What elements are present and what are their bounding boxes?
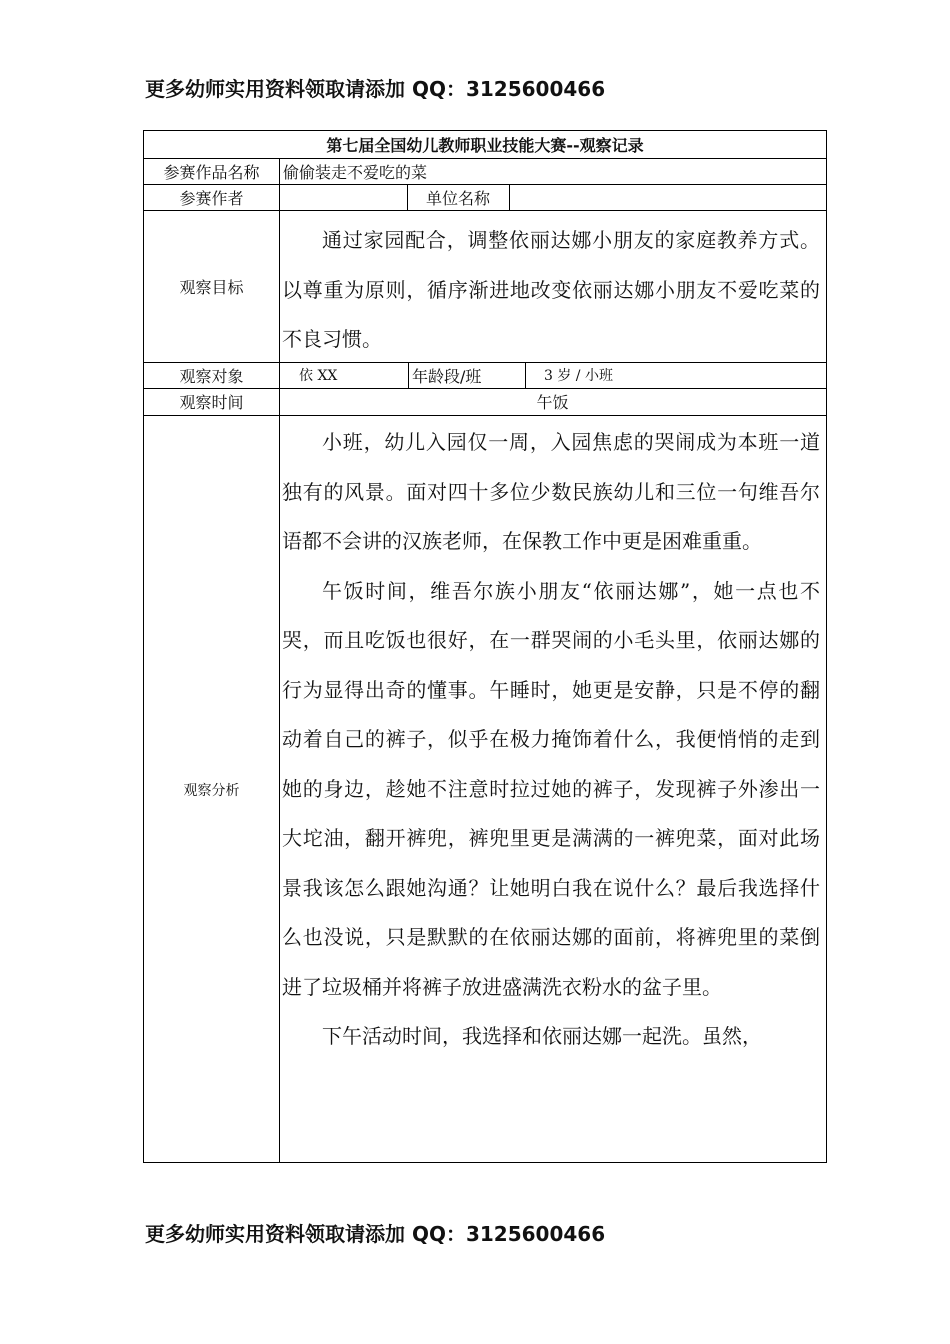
goal-label: 观察目标	[179, 277, 244, 297]
analysis-body	[282, 418, 820, 1158]
unit-label: 单位名称	[425, 188, 490, 208]
analysis-paragraph-1: 小班，幼儿入园仅一周，入园焦虑的哭闹成为本班一道独有的风景。面对四十多位少数民族幼儿和三位一句维吾尔语都不会讲的汉族老师，在保教工作中更是困难重重。	[282, 430, 820, 553]
col-divider	[509, 184, 510, 210]
age-value: 3 岁 / 小班	[544, 368, 613, 384]
col-divider	[408, 362, 409, 388]
analysis-label: 观察分析	[183, 782, 240, 799]
work-name-value: 偷偷装走不爱吃的菜	[283, 162, 428, 182]
promo-banner-bottom: 更多幼师实用资料领取请添加 QQ：3125600466	[145, 1222, 606, 1246]
goal-text: 通过家园配合，调整依丽达娜小朋友的家庭教养方式。以尊重为原则，循序渐进地改变依丽达娜小朋友不爱吃菜的不良习惯。	[282, 228, 820, 351]
observation-record-form	[143, 130, 827, 1163]
subject-value: 依 XX	[299, 368, 338, 384]
time-label: 观察时间	[179, 393, 244, 412]
work-name-label: 参赛作品名称	[163, 162, 260, 182]
subject-label: 观察对象	[179, 366, 244, 386]
analysis-paragraph-3: 下午活动时间，我选择和依丽达娜一起洗。虽然，	[322, 1024, 762, 1048]
col-divider	[525, 362, 526, 388]
form-title: 第七届全国幼儿教师职业技能大赛--观察记录	[326, 136, 644, 155]
time-value: 午饭	[536, 393, 569, 412]
analysis-paragraph-2: 午饭时间，维吾尔族小朋友“依丽达娜”，她一点也不哭，而且吃饭也很好，在一群哭闹的小毛头里，依丽达娜的行为显得出奇的懂事。午睡时，她更是安静，只是不停的翻动着自己的裤子，似乎在极力掩饰着什么，我便悄悄的走到她的身边，趁她不注意时拉过她的裤子，发现裤子外渗出一大坨油，翻开裤兜，裤兜里更是满满的一裤兜菜，面对此场景我该怎么跟她沟通？让她明白我在说什么？最后我选择什么也没说，只是默默的在依丽达娜的面前，将裤兜里的菜倒进了垃圾桶并将裤子放进盛满洗衣粉水的盆子里。	[282, 578, 820, 999]
promo-banner-top: 更多幼师实用资料领取请添加 QQ：3125600466	[145, 77, 606, 101]
age-label: 年龄段/班	[412, 366, 482, 386]
author-label: 参赛作者	[179, 188, 244, 208]
label-column-divider	[279, 158, 280, 1163]
author-value	[283, 184, 407, 210]
